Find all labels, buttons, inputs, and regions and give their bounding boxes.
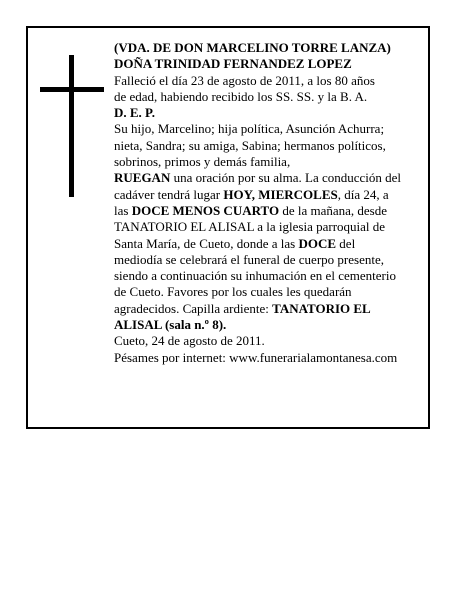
date-line: Cueto, 24 de agosto de 2011. xyxy=(114,333,265,349)
family-line-1: Su hijo, Marcelino; hija política, Asunción Achurra; xyxy=(114,121,385,137)
obituary-notice xyxy=(26,26,430,429)
ceremony-line-10: ALISAL (sala n.º 8). xyxy=(114,317,227,333)
death-info-line-1: Falleció el día 23 de agosto de 2011, a los 80 años xyxy=(114,72,375,88)
family-line-2: nieta, Sandra; su amiga, Sabina; hermanos políticos, xyxy=(114,137,386,153)
rip-line: D. E. P. xyxy=(114,105,156,121)
family-line-3: sobrinos, primos y demás familia, xyxy=(114,154,291,170)
cross-icon xyxy=(69,55,74,197)
death-info-line-2: de edad, habiendo recibido los SS. SS. y la B. A. xyxy=(114,88,368,104)
ceremony-line-2: cadáver tendrá lugar HOY, MIERCOLES, día 24, a xyxy=(114,186,389,202)
deceased-name: DOÑA TRINIDAD FERNANDEZ LOPEZ xyxy=(114,56,352,72)
ceremony-line-5: Santa María, de Cueto, donde a las DOCE del xyxy=(114,235,356,251)
ceremony-line-8: de Cueto. Favores por los cuales les quedarán xyxy=(114,284,352,300)
ceremony-line-4: TANATORIO EL ALISAL a la iglesia parroquial de xyxy=(114,219,386,235)
ceremony-line-7: siendo a continuación su inhumación en el cementerio xyxy=(114,268,396,284)
cross-icon-bar xyxy=(40,87,104,92)
condolences-line: Pésames por internet: www.funerarialamontanesa.com xyxy=(114,349,398,365)
ceremony-line-3: las DOCE MENOS CUARTO de la mañana, desde xyxy=(114,202,388,218)
notice-text xyxy=(114,40,424,366)
ceremony-line-9: agradecidos. Capilla ardiente: TANATORIO EL xyxy=(114,300,371,316)
widow-of-line: (VDA. DE DON MARCELINO TORRE LANZA) xyxy=(114,40,391,55)
ceremony-line-6: mediodía se celebrará el funeral de cuerpo presente, xyxy=(114,251,384,267)
ceremony-line-1: RUEGAN una oración por su alma. La conducción del xyxy=(114,170,402,186)
